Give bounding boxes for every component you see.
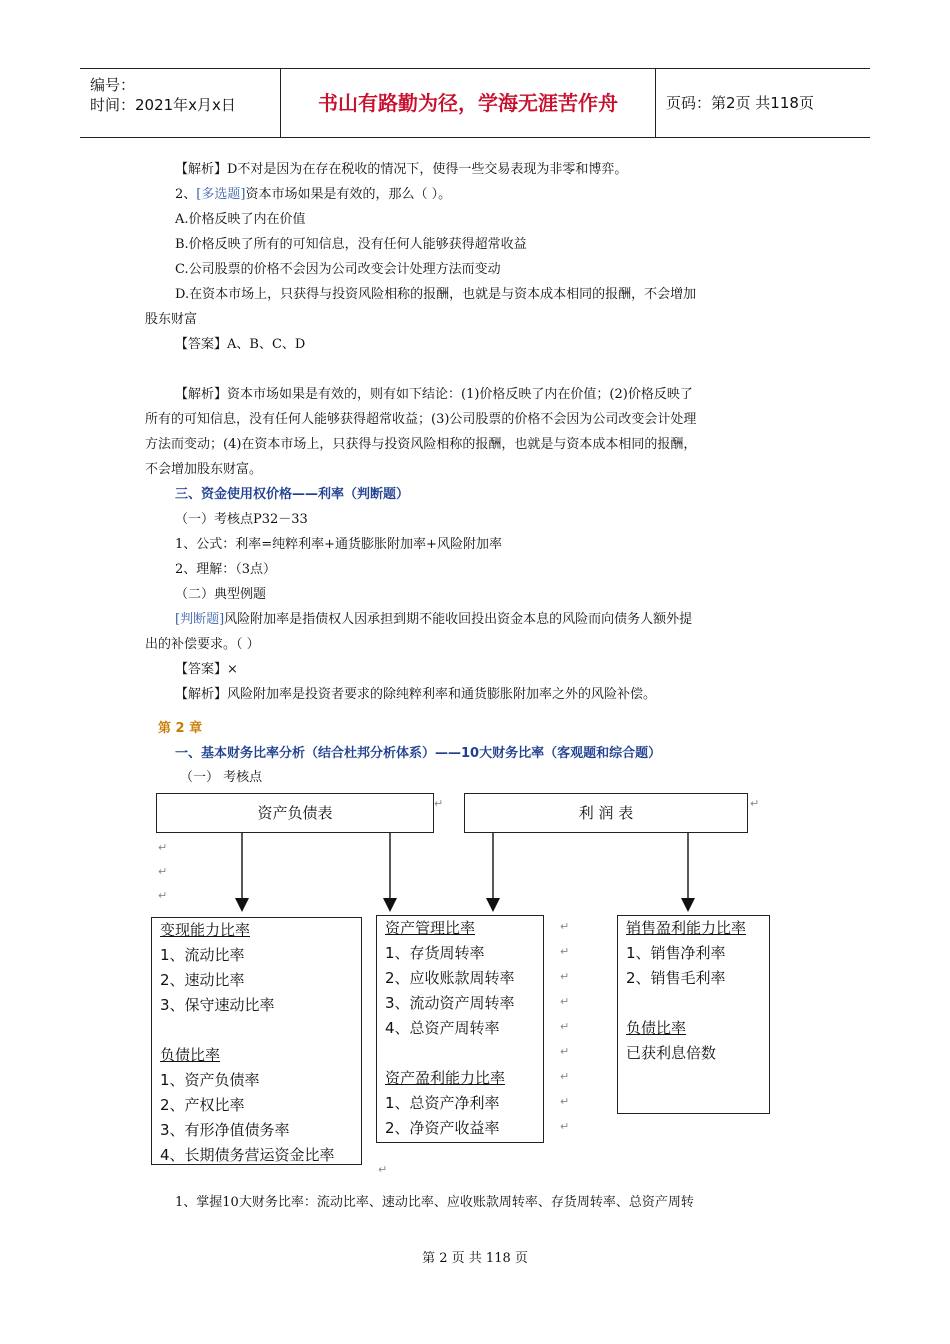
question-text: 资本市场如果是有效的，那么（ ）。 xyxy=(245,187,452,202)
section-3-point-b: 1、公式：利率=纯粹利率+通货膨胀附加率+风险附加率 xyxy=(175,537,502,552)
balance-sheet-label: 资产负债表 xyxy=(257,804,333,822)
option-b: B.价格反映了所有的可知信息，没有任何人能够获得超常收益 xyxy=(175,237,527,252)
question-3-text: 风险附加率是指债权人因承担到期不能收回投出资金本息的风险而向债务人额外提 xyxy=(224,612,693,627)
ratio-item: 3、流动资产周转率 xyxy=(385,994,515,1012)
page-footer: 第 2 页 共 118 页 xyxy=(422,1251,528,1266)
explanation-1-line3: 方法而变动；(4)在资本市场上，只获得与投资风险相称的报酬，也就是与资本成本相同的报酬， xyxy=(145,437,697,452)
option-d-line2: 股东财富 xyxy=(145,312,198,327)
ratio-item: 3、有形净值债务率 xyxy=(160,1121,290,1139)
explanation-1-line2: 所有的可知信息，没有任何人能够获得超常收益；(3)公司股票的价格不会因为公司改变会计处理 xyxy=(145,412,697,427)
header-left xyxy=(80,69,280,137)
question-3-line1 xyxy=(145,607,805,632)
explanation-1-line4: 不会增加股东财富。 xyxy=(145,462,263,477)
return-mark: ↵ xyxy=(158,865,168,878)
ratio-item: 1、流动比率 xyxy=(160,946,245,964)
page-header xyxy=(80,68,870,138)
option-a: A.价格反映了内在价值 xyxy=(175,212,306,227)
ratio-item: 2、速动比率 xyxy=(160,971,245,989)
ratio-item: 3、保守速动比率 xyxy=(160,996,275,1014)
section-1-point-a: （一） 考核点 xyxy=(180,770,263,785)
asset-management-heading: 资产管理比率 xyxy=(385,919,476,937)
debt-ratio-heading: 负债比率 xyxy=(626,1019,687,1037)
sales-profitability-ratio-box xyxy=(617,915,770,1114)
ratio-item: 1、存货周转率 xyxy=(385,944,485,962)
question-3-line2: 出的补偿要求。（ ） xyxy=(145,637,260,652)
asset-profitability-heading: 资产盈利能力比率 xyxy=(385,1069,506,1087)
ratio-item: 2、销售毛利率 xyxy=(626,969,726,987)
section-3-point-a: （一）考核点P32－33 xyxy=(175,512,308,527)
analysis-1: 【解析】D不对是因为在存在税收的情况下，使得一些交易表现为非零和博弈。 xyxy=(175,162,628,177)
liquidity-debt-ratio-box xyxy=(151,917,362,1165)
return-mark: ↵ xyxy=(560,1095,570,1108)
option-c: C.公司股票的价格不会因为公司改变会计处理方法而变动 xyxy=(175,262,501,277)
liquidity-ratio-heading: 变现能力比率 xyxy=(160,921,251,939)
ratio-item: 4、总资产周转率 xyxy=(385,1019,500,1037)
date-label: 时间：2021年x月x日 xyxy=(90,96,236,114)
question-3-tag: [判断题] xyxy=(175,612,225,627)
return-mark: ↵ xyxy=(560,920,570,933)
return-mark: ↵ xyxy=(560,1120,570,1133)
return-mark: ↵ xyxy=(560,995,570,1008)
ratio-item: 1、资产负债率 xyxy=(160,1071,260,1089)
page-label: 页码：第2页 共118页 xyxy=(666,94,814,112)
ratio-item: 1、销售净利率 xyxy=(626,944,726,962)
section-1-heading: 一、基本财务比率分析（结合杜邦分析体系）——10大财务比率（客观题和综合题） xyxy=(175,746,662,761)
return-mark: ↵ xyxy=(750,797,760,810)
return-mark: ↵ xyxy=(560,1045,570,1058)
return-mark: ↵ xyxy=(560,945,570,958)
return-mark: ↵ xyxy=(158,841,168,854)
section-3-point-d: （二）典型例题 xyxy=(175,587,267,602)
income-statement-box xyxy=(464,793,748,833)
answer-1: 【答案】A、B、C、D xyxy=(175,337,306,352)
question-tag: [多选题] xyxy=(196,187,246,202)
debt-ratio-heading: 负债比率 xyxy=(160,1046,221,1064)
ratio-item: 已获利息倍数 xyxy=(626,1044,717,1062)
income-statement-label: 利 润 表 xyxy=(578,804,634,822)
key-point-line: 1、掌握10大财务比率：流动比率、速动比率、应收账款周转率、存货周转率、总资产周转 xyxy=(175,1195,694,1210)
section-3-point-c: 2、理解：（3点） xyxy=(175,562,277,577)
explanation-2: 【解析】风险附加率是投资者要求的除纯粹利率和通货膨胀附加率之外的风险补偿。 xyxy=(175,687,657,702)
ratio-item: 2、产权比率 xyxy=(160,1096,245,1114)
ratio-item: 2、应收账款周转率 xyxy=(385,969,515,987)
ratio-item: 4、长期债务营运资金比率 xyxy=(160,1146,335,1164)
financial-ratio-diagram xyxy=(150,785,790,1180)
return-mark: ↵ xyxy=(158,889,168,902)
chapter-heading: 第 2 章 xyxy=(158,721,203,736)
option-d-line1: D.在资本市场上，只获得与投资风险相称的报酬，也就是与资本成本相同的报酬，不会增加 xyxy=(175,287,697,302)
return-mark: ↵ xyxy=(434,797,444,810)
sales-profitability-heading: 销售盈利能力比率 xyxy=(626,919,747,937)
return-mark: ↵ xyxy=(560,1020,570,1033)
return-mark: ↵ xyxy=(560,970,570,983)
answer-2: 【答案】× xyxy=(175,662,238,677)
asset-management-ratio-box xyxy=(376,915,544,1143)
ratio-item: 2、净资产收益率 xyxy=(385,1119,500,1137)
section-3-heading: 三、资金使用权价格——利率（判断题） xyxy=(175,487,410,502)
return-mark: ↵ xyxy=(560,1070,570,1083)
question-number: 2、 xyxy=(175,187,197,202)
question-2 xyxy=(145,182,805,207)
return-mark: ↵ xyxy=(378,1163,388,1176)
ratio-item: 1、总资产净利率 xyxy=(385,1094,500,1112)
balance-sheet-box xyxy=(156,793,434,833)
motto: 书山有路勤为径，学海无涯苦作舟 xyxy=(280,69,656,137)
explanation-1-line1: 【解析】资本市场如果是有效的，则有如下结论：(1)价格反映了内在价值；(2)价格反映了 xyxy=(175,387,693,402)
number-label: 编号： xyxy=(90,76,136,94)
